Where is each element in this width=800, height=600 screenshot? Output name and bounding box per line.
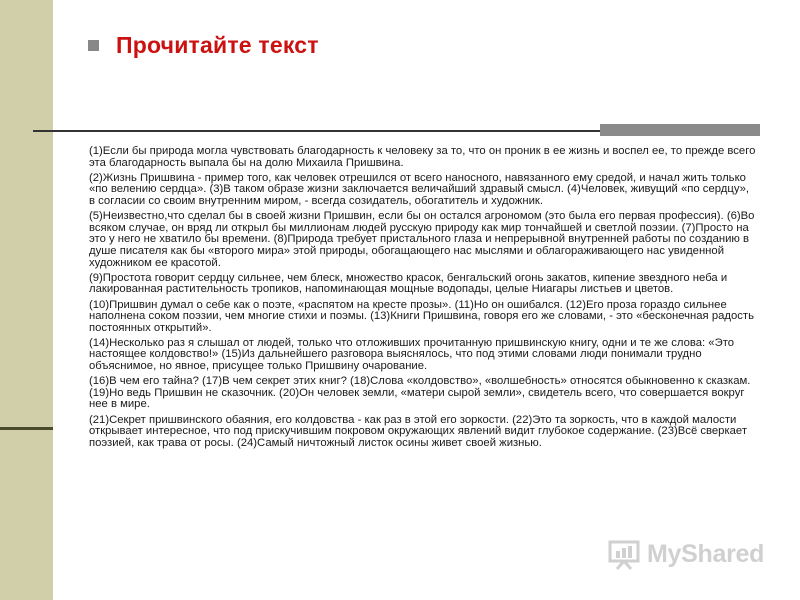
watermark-logo [607,537,764,571]
slide-title: Прочитайте текст [116,31,319,58]
square-bullet-icon [88,40,99,51]
header-rule [33,130,600,132]
paragraph-8: (21)Секрет пришвинского обаяния, его колдовства - как раз в этой его зоркости. (22)Это та зоркость, что в каждой малости открывает интересное, что под прискучившим покровом окружающих явлений видит глубокое содержание. (23)Всё сверкает поэзией, как трава от росы. (24)Самый ничтожный листок осины живет своей жизнью. [89,413,748,449]
header-rule-accent [600,124,760,136]
paragraph-3: (5)Неизвестно,что сделал бы в своей жизни Пришвин, если бы он остался агрономом (это была его первая профессия). (6)Во всяком случае, он вряд ли открыл бы миллионам людей русскую природу как мир тончайшей и светлой поэзии. (7)Просто на это у него не хватило бы времени. (8)Природа требует пристального глаза и непрерывной внутренней работы по созданию в душе писателя как бы «второго мира» этой природы, обогащающего нас мыслями и облагораживающего нас увиденной художником ее красотой. [89,210,755,269]
sidebar-decoration [0,0,53,600]
paragraph-1: (1)Если бы природа могла чувствовать благодарность к человеку за то, что он проник в ее жизнь и воспел ее, то прежде всего эта благодарность выпала бы на долю Михаила Пришвина. [89,145,756,169]
presentation-board-icon [607,537,641,571]
sidebar-divider [0,427,53,430]
paragraph-2: (2)Жизнь Пришвина - пример того, как человек отрешился от всего наносного, навязанного ему средой, и начал жить только «по велению сердца». (3)В таком образе жизни заключается величайший здравый смысл. (4)Человек, живущий «по сердцу», в согласии со своим внутренним миром, - всегда созидатель, обогатитель и художник. [89,171,750,207]
paragraph-7: (16)В чем его тайна? (17)В чем секрет этих книг? (18)Слова «колдовство», «волшебность» относятся обыкновенно к сказкам. (19)Но ведь Пришвин не сказочник. (20)Он человек земли, «матери сырой земли», свидетель всего, что совершается вокруг нее в мире. [89,375,751,411]
paragraph-5: (10)Пришвин думал о себе как о поэте, «распятом на кресте прозы». (11)Но он ошибался. (12)Его проза гораздо сильнее наполнена соком поэзии, чем многие стихи и поэмы. (13)Книги Пришвина, говоря его же словами, - это «бесконечная радость постоянных открытий». [89,298,754,334]
watermark-text: MyShared [647,539,765,568]
paragraph-4: (9)Простота говорит сердцу сильнее, чем блеск, множество красок, бенгальский огонь закатов, кипение звездного неба и лакированная растительность тропиков, напоминающая мощные водопады, целые Ниагары листьев и цветов. [89,271,728,296]
slide-header [88,28,319,62]
text-body [89,146,757,453]
paragraph-6: (14)Несколько раз я слышал от людей, только что отложивших прочитанную пришвинскую книгу, одни и те же слова: «Это настоящее колдовство!» (15)Из дальнейшего разговора выяснялось, что под этими словами люди понимали трудно объяснимое, но явное, присущее только Пришвину очарование. [89,336,735,373]
